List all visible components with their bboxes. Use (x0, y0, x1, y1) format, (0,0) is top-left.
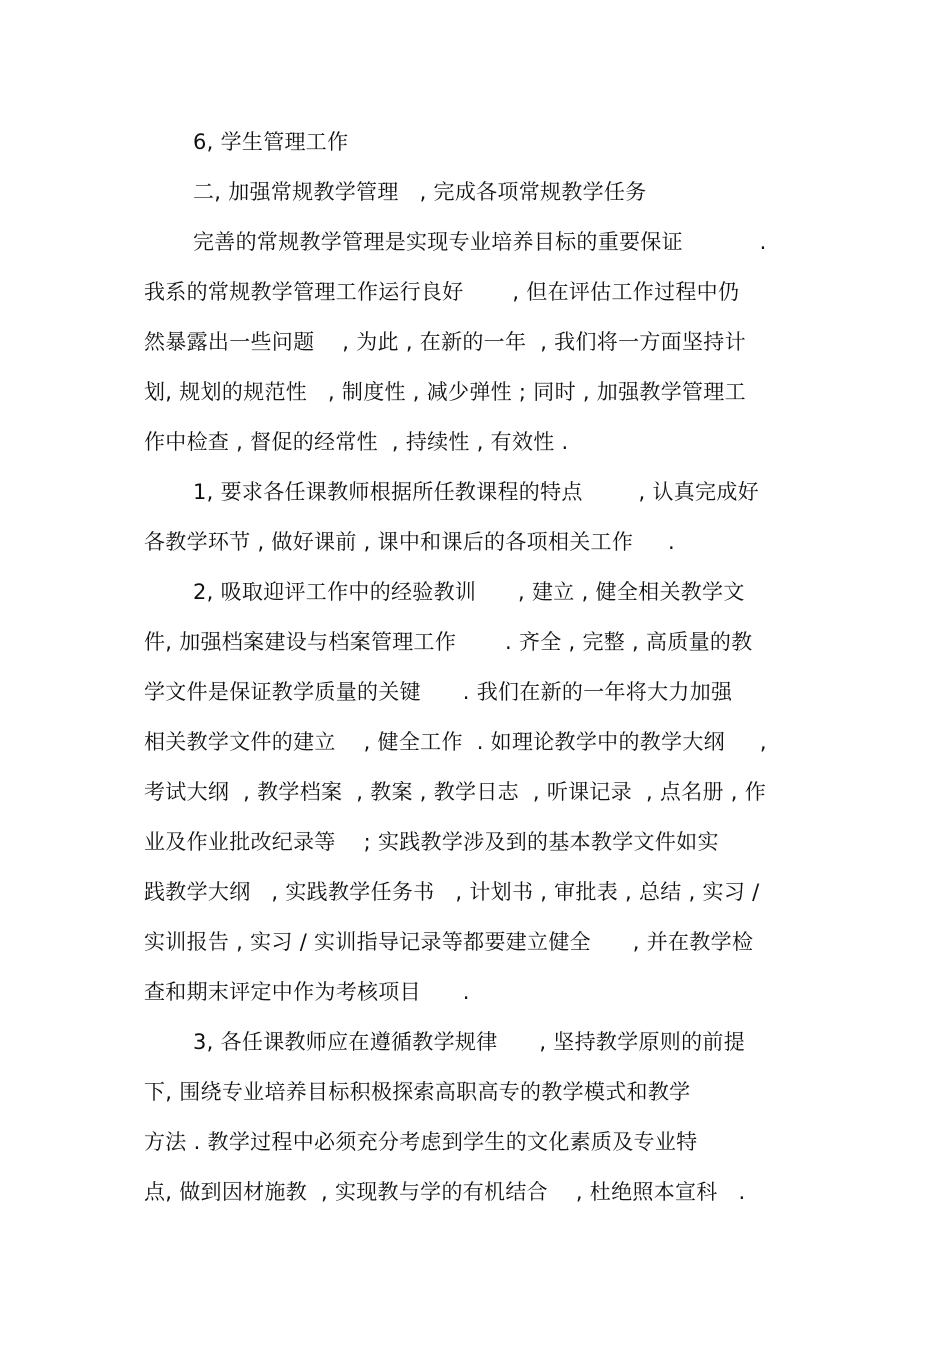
text-line: 3, 各任课教师应在遵循教学规律 , 坚持教学原则的前提 (193, 1030, 746, 1054)
text-line: 点, 做到因材施教 , 实现教与学的有机结合 , 杜绝照本宣科 . (144, 1180, 746, 1204)
text-line: 1, 要求各任课教师根据所任教课程的特点 , 认真完成好 (193, 480, 759, 504)
text-line: 实训报告 , 实习 / 实训指导记录等都要建立健全 , 并在教学检 (144, 930, 754, 954)
text-line: 各教学环节 , 做好课前 , 课中和课后的各项相关工作 . (144, 530, 676, 554)
text-line: 划, 规划的规范性 , 制度性 , 减少弹性 ; 同时 , 加强教学管理工 (144, 380, 746, 404)
text-line: 学文件是保证教学质量的关键 . 我们在新的一年将大力加强 (144, 680, 733, 704)
text-line: 方法 . 教学过程中必须充分考虑到学生的文化素质及专业特 (144, 1130, 698, 1154)
text-line: 考试大纲 , 教学档案 , 教案 , 教学日志 , 听课记录 , 点名册 , 作 (144, 780, 767, 804)
text-line: 业及作业批改纪录等 ; 实践教学涉及到的基本教学文件如实 (144, 830, 719, 854)
text-line: 6, 学生管理工作 (193, 130, 349, 154)
text-line: 作中检查 , 督促的经常性 , 持续性 , 有效性 . (144, 430, 569, 454)
text-line: 完善的常规教学管理是实现专业培养目标的重要保证 . (193, 230, 767, 254)
text-line: 查和期末评定中作为考核项目 . (144, 980, 470, 1004)
text-line: 然暴露出一些问题 , 为此 , 在新的一年 , 我们将一方面坚持计 (144, 330, 746, 354)
text-line: 相关教学文件的建立 , 健全工作 . 如理论教学中的教学大纲 , (144, 730, 767, 754)
text-line: 二, 加强常规教学管理 , 完成各项常规教学任务 (193, 180, 647, 204)
text-line: 件, 加强档案建设与档案管理工作 . 齐全 , 完整 , 高质量的教 (144, 630, 753, 654)
text-line: 2, 吸取迎评工作中的经验教训 , 建立 , 健全相关教学文 (193, 580, 745, 604)
text-line: 我系的常规教学管理工作运行良好 , 但在评估工作过程中仍 (144, 280, 740, 304)
text-line: 践教学大纲 , 实践教学任务书 , 计划书 , 审批表 , 总结 , 实习 / (144, 880, 760, 904)
text-line: 下, 围绕专业培养目标积极探索高职高专的教学模式和教学 (144, 1080, 691, 1104)
